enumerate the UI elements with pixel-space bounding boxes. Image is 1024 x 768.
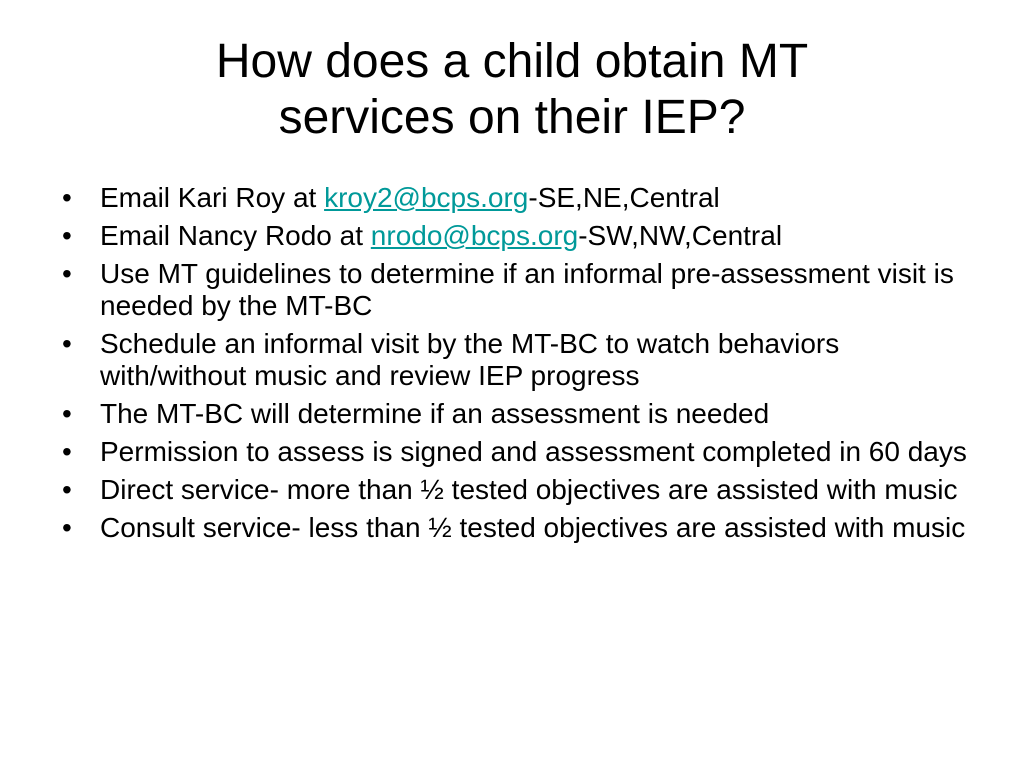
bullet-text: Consult service- less than ½ tested objectives are assisted with music [100,512,966,543]
bullet-item-determine-assessment [60,398,980,430]
bullet-text: Permission to assess is signed and assessment completed in 60 days [100,436,967,467]
bullet-text: Direct service- more than ½ tested objectives are assisted with music [100,474,958,505]
email-link-kroy2[interactable]: kroy2@bcps.org [324,182,529,213]
slide-title-line-2: services on their IEP? [278,91,746,144]
bullet-item-direct-service [60,474,980,506]
slide-title-line-1: How does a child obtain MT [215,35,809,88]
bullet-text-suffix: -SE,NE,Central [528,182,720,213]
bullet-text-prefix: Email Kari Roy at [100,182,325,213]
bullet-marker: • [62,398,72,429]
bullet-item-consult-service [60,512,980,544]
bullet-text: Schedule an informal visit by the MT-BC to watch behaviors with/without music and review IEP progress [100,328,840,391]
slide-title [0,34,1024,146]
bullet-marker: • [62,220,72,251]
bullet-marker: • [62,436,72,467]
bullet-text-suffix: -SW,NW,Central [578,220,783,251]
bullet-text: Use MT guidelines to determine if an informal pre-assessment visit is needed by the MT-BC [100,258,954,321]
bullet-item-permission [60,436,980,468]
bullet-text-prefix: Email Nancy Rodo at [100,220,371,251]
bullet-marker: • [62,182,72,213]
bullet-item-email-kari [60,182,980,214]
bullet-text: The MT-BC will determine if an assessment is needed [100,398,770,429]
bullet-item-guidelines [60,258,980,322]
bullet-list [60,182,980,550]
email-link-nrodo[interactable]: nrodo@bcps.org [370,220,579,251]
bullet-item-schedule-visit [60,328,980,392]
bullet-marker: • [62,258,72,289]
bullet-marker: • [62,474,72,505]
bullet-item-email-nancy [60,220,980,252]
bullet-marker: • [62,328,72,359]
bullet-marker: • [62,512,72,543]
